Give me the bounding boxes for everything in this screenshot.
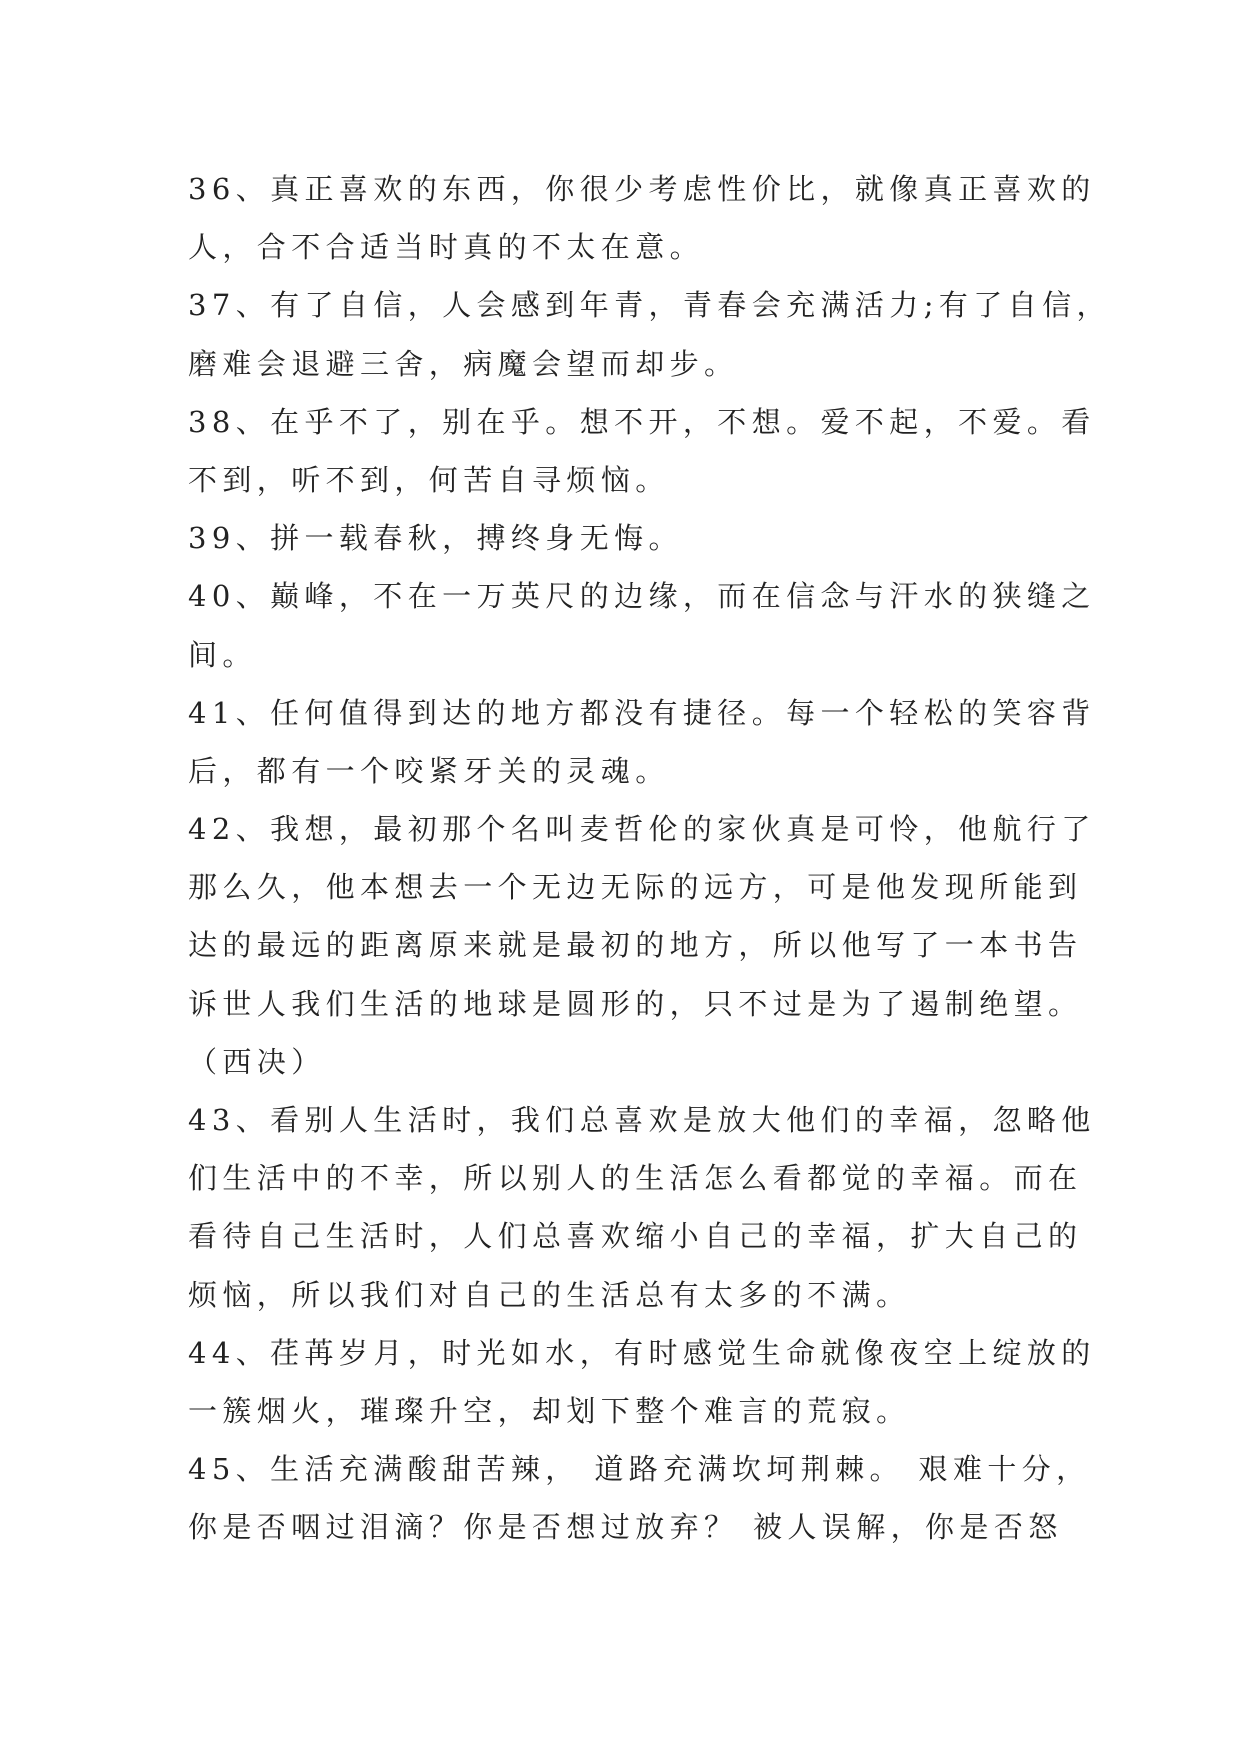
text-line: 看待自己生活时，人们总喜欢缩小自己的幸福，扩大自己的 [188,1219,1083,1254]
text-line: 你是否咽过泪滴？你是否想过放弃？ 被人误解，你是否怒 [188,1510,1063,1545]
document-body [188,160,1111,1557]
text-line: 44、荏苒岁月，时光如水，有时感觉生命就像夜空上绽放的 [188,1335,1096,1370]
text-line: 达的最远的距离原来就是最初的地方，所以他写了一本书告 [188,928,1083,963]
text-line: 43、看别人生活时，我们总喜欢是放大他们的幸福，忽略他 [188,1103,1096,1137]
text-line: 不到，听不到，何苦自寻烦恼。 [188,462,670,497]
text-line: 40、巅峰，不在一万英尺的边缘，而在信念与汗水的狭缝之 [188,579,1096,614]
text-line: 一簇烟火，璀璨升空，却划下整个难言的荒寂。 [188,1393,911,1428]
text-line: 人，合不合适当时真的不太在意。 [188,230,705,265]
text-line: 42、我想，最初那个名叫麦哲伦的家伙真是可怜，他航行了 [188,812,1096,847]
text-line: 41、任何值得到达的地方都没有捷径。每一个轻松的笑容背 [188,695,1096,730]
text-line: 磨难会退避三舍，病魔会望而却步。 [188,346,739,381]
text-line: 烦恼，所以我们对自己的生活总有太多的不满。 [188,1277,911,1312]
text-line: 38、在乎不了，别在乎。想不开，不想。爱不起，不爱。看 [188,404,1096,439]
text-line: 39、拼一载春秋，搏终身无悔。 [188,521,683,556]
text-line: 37、有了自信，人会感到年青，青春会充满活力;有了自信， [188,288,1111,323]
text-line: 们生活中的不幸，所以别人的生活怎么看都觉的幸福。而在 [188,1161,1083,1196]
text-line: （西决） [188,1044,326,1079]
text-line: 45、生活充满酸甜苦辣， 道路充满坎坷荆棘。 艰难十分， [188,1452,1091,1487]
text-line: 后，都有一个咬紧牙关的灵魂。 [188,753,670,788]
text-line: 间。 [188,637,257,672]
text-line: 36、真正喜欢的东西，你很少考虑性价比，就像真正喜欢的 [188,172,1096,206]
text-line: 诉世人我们生活的地球是圆形的，只不过是为了遏制绝望。 [188,986,1083,1021]
text-line: 那么久，他本想去一个无边无际的远方，可是他发现所能到 [188,870,1083,905]
